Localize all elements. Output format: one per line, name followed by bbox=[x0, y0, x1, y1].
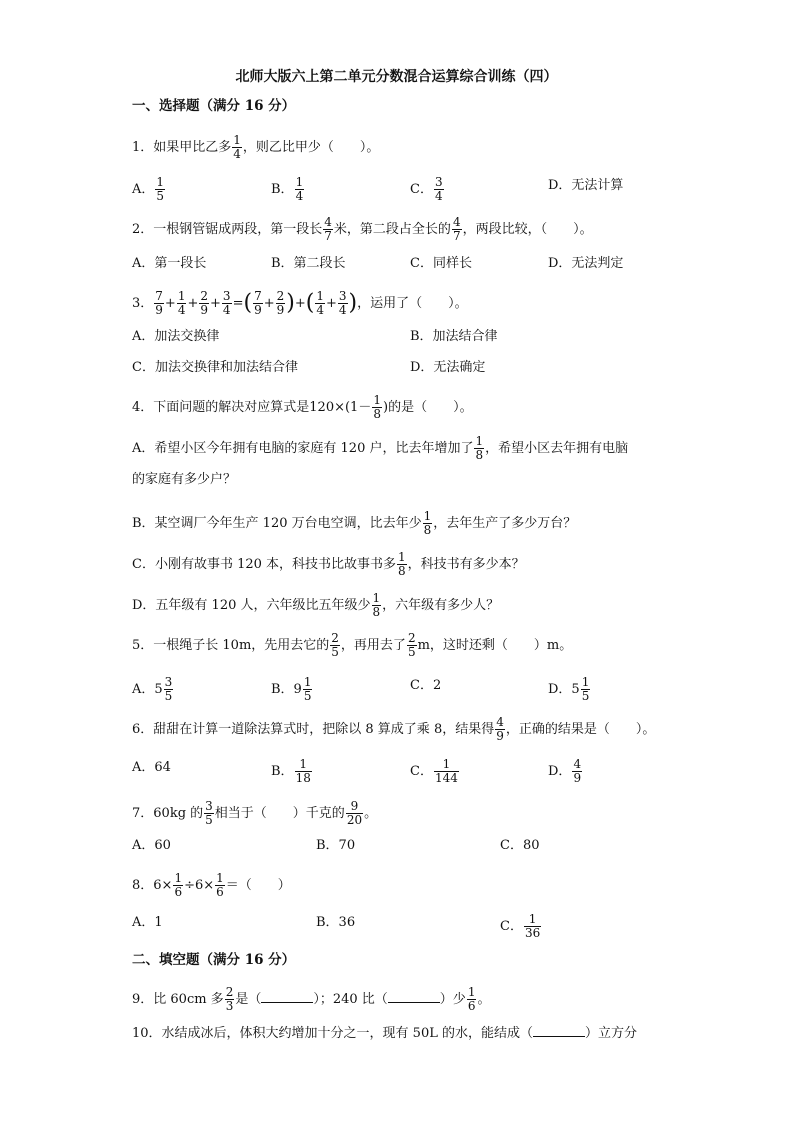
q1-option-d[interactable]: D．无法计算 bbox=[548, 178, 624, 193]
q4-option-d[interactable]: D．五年级有 120 人，六年级比五年级少 $\frac{1}{8}$ ，六年级有多少人？ bbox=[132, 591, 500, 619]
question-4: 4．下面问题的解决对应算式是120×(1－ $\frac{1}{8}$ )的是（ ）。 bbox=[132, 393, 473, 421]
section-choice-heading: 一、选择题（满分 16 分） bbox=[132, 98, 296, 114]
question-7: 7．60kg 的 $\frac{3}{5}$ 相当于（ ）千克的 $\frac{9}{20}$ 。 bbox=[132, 799, 378, 827]
q1-option-c[interactable]: C． $\frac{3}{4}$ bbox=[410, 175, 443, 203]
q4-option-a-cont: 的家庭有多少户？ bbox=[132, 472, 237, 487]
q4-option-a[interactable]: A．希望小区今年拥有电脑的家庭有 120 户，比去年增加了 $\frac{1}{8}$ ，希望小区去年拥有电脑 bbox=[132, 434, 629, 462]
q5-option-c[interactable]: C．2 bbox=[410, 678, 442, 693]
q5-option-d[interactable]: D．5 $\frac{1}{5}$ bbox=[548, 675, 590, 703]
q4-option-c[interactable]: C．小刚有故事书 120 本，科技书比故事书多 $\frac{1}{8}$ ，科技书有多少本？ bbox=[132, 550, 525, 578]
q8-option-a[interactable]: A．1 bbox=[132, 915, 163, 930]
section-fill-heading: 二、填空题（满分 16 分） bbox=[132, 952, 296, 968]
q1-text-tail: ，则乙比甲少（ ）。 bbox=[242, 140, 380, 155]
question-8: 8．6× $\frac{1}{6}$ ÷6× $\frac{1}{6}$ ＝（ ） bbox=[132, 871, 291, 899]
question-9: 9．比 60cm 多 $\frac{2}{3}$ 是（ ）；240 比（ ）少 $\frac{1}{6}$ 。 bbox=[132, 985, 491, 1013]
q3-option-d[interactable]: D．无法确定 bbox=[410, 360, 486, 375]
answer-blank[interactable] bbox=[533, 1024, 585, 1037]
q8-option-b[interactable]: B．36 bbox=[316, 915, 356, 930]
q7-option-b[interactable]: B．70 bbox=[316, 838, 356, 853]
q6-option-a[interactable]: A．64 bbox=[132, 760, 171, 775]
q3-option-a[interactable]: A．加法交换律 bbox=[132, 329, 220, 344]
q7-option-a[interactable]: A．60 bbox=[132, 838, 171, 853]
q1-option-a[interactable]: A． $\frac{1}{5}$ bbox=[132, 175, 165, 203]
q2-option-c[interactable]: C．同样长 bbox=[410, 256, 472, 271]
q5-option-a[interactable]: A．5 $\frac{3}{5}$ bbox=[132, 675, 173, 703]
answer-blank[interactable] bbox=[388, 990, 440, 1003]
fraction: $\frac{1}{4}$ bbox=[233, 133, 241, 161]
page-title: 北师大版六上第二单元分数混合运算综合训练（四） bbox=[235, 69, 558, 85]
q2-option-b[interactable]: B．第二段长 bbox=[271, 256, 346, 271]
question-10: 10．水结成冰后，体积大约增加十分之一，现有 50L 的水，能结成（ ）立方分 bbox=[132, 1026, 637, 1041]
q1-option-b[interactable]: B． $\frac{1}{4}$ bbox=[271, 175, 304, 203]
question-6: 6．甜甜在计算一道除法算式时，把除以 8 算成了乘 8，结果得 $\frac{4}{9}$ ，正确的结果是（ ）。 bbox=[132, 715, 656, 743]
question-5: 5．一根绳子长 10m，先用去它的 $\frac{2}{5}$ ，再用去了 $\frac{2}{5}$ m，这时还剩（ ）m。 bbox=[132, 631, 573, 659]
question-3: 3． $\frac{7}{9}$ + $\frac{1}{4}$ + $\frac{2}{9}$ + $\frac{3}{4}$ =( $\frac{7}{9}$ + $\frac{2}{9}$ )+( $\frac{1}{4}$ + $\frac{3}{4}$ )，运用了（ ）。 bbox=[132, 289, 468, 317]
q1-text: 1．如果甲比乙多 bbox=[132, 140, 232, 155]
q6-option-d[interactable]: D． $\frac{4}{9}$ bbox=[548, 757, 582, 785]
question-2: 2．一根钢管锯成两段，第一段长 $\frac{4}{7}$ 米，第二段占全长的 $\frac{4}{7}$ ，两段比较，（ ）。 bbox=[132, 215, 593, 243]
q6-option-c[interactable]: C． $\frac{1}{144}$ bbox=[410, 757, 458, 785]
q2-option-a[interactable]: A．第一段长 bbox=[132, 256, 207, 271]
q2-option-d[interactable]: D．无法判定 bbox=[548, 256, 624, 271]
q3-option-b[interactable]: B．加法结合律 bbox=[410, 329, 498, 344]
q7-option-c[interactable]: C．80 bbox=[500, 838, 540, 853]
q3-option-c[interactable]: C．加法交换律和加法结合律 bbox=[132, 360, 298, 375]
q6-option-b[interactable]: B． $\frac{1}{18}$ bbox=[271, 757, 311, 785]
q4-option-b[interactable]: B．某空调厂今年生产 120 万台电空调，比去年少 $\frac{1}{8}$ ，去年生产了多少万台？ bbox=[132, 509, 577, 537]
question-1 bbox=[132, 134, 379, 161]
q5-option-b[interactable]: B．9 $\frac{1}{5}$ bbox=[271, 675, 312, 703]
answer-blank[interactable] bbox=[261, 990, 313, 1003]
q8-option-c[interactable]: C． $\frac{1}{36}$ bbox=[500, 912, 541, 940]
